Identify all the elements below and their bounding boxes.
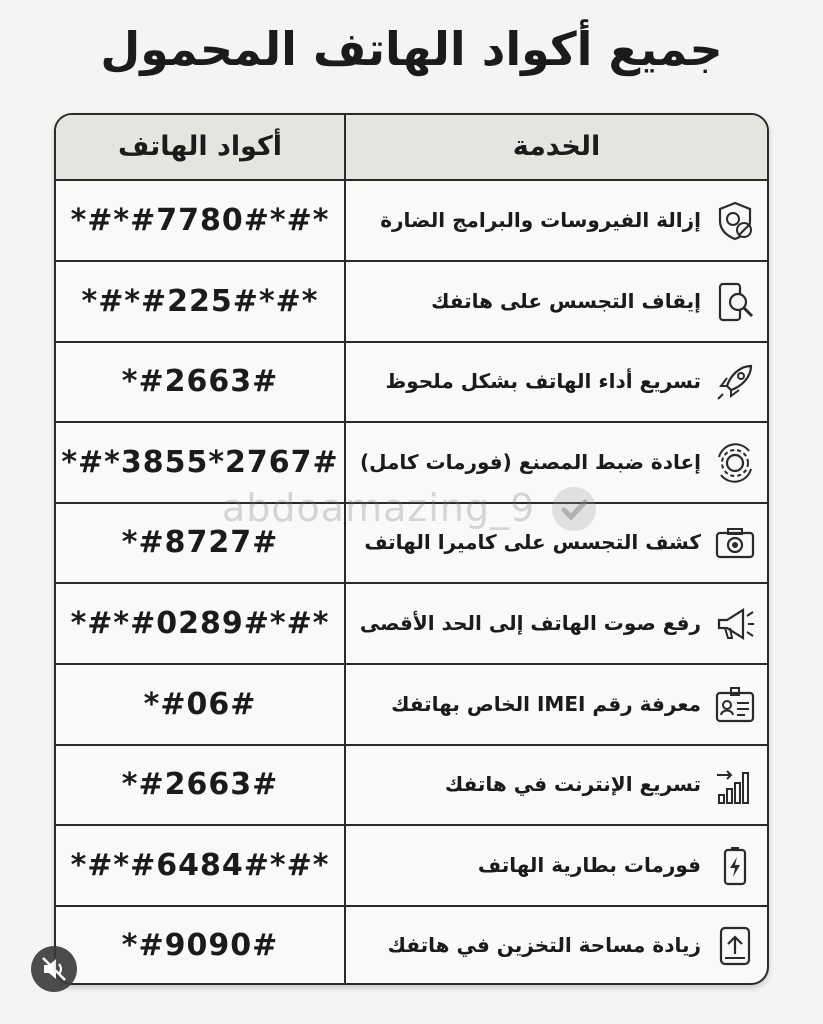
code-cell: *#2663# <box>121 767 279 803</box>
header-code: أكواد الهاتف <box>117 131 283 162</box>
table-row <box>56 745 767 826</box>
virus-shield-icon <box>713 199 757 243</box>
service-cell: تسريع أداء الهاتف بشكل ملحوظ <box>385 369 701 394</box>
service-cell: إزالة الفيروسات والبرامج الضارة <box>380 208 701 232</box>
service-cell: تسريع الإنترنت في هاتفك <box>444 772 701 797</box>
code-cell: *#8727# <box>121 525 279 561</box>
signal-bars-icon <box>713 763 757 807</box>
code-cell: *#*#0289#*#* <box>70 606 330 641</box>
service-cell: معرفة رقم IMEI الخاص بهاتفك <box>391 691 701 716</box>
camera-eye-icon <box>713 521 757 565</box>
table-row <box>56 906 767 985</box>
service-cell: كشف التجسس على كاميرا الهاتف <box>364 530 701 555</box>
service-cell: رفع صوت الهاتف إلى الحد الأقصى <box>359 611 701 635</box>
code-cell: *#9090# <box>121 928 279 964</box>
service-cell: فورمات بطارية الهاتف <box>477 852 701 877</box>
table-row <box>56 342 767 423</box>
table-row <box>56 262 767 343</box>
table-row <box>56 181 767 262</box>
code-cell: *#*#225#*#* <box>81 283 319 319</box>
code-cell: *#*3855*2767# <box>61 444 339 480</box>
verified-badge-icon <box>552 487 596 531</box>
code-cell: *#06# <box>143 686 257 722</box>
service-cell: زيادة مساحة التخزين في هاتفك <box>387 933 701 958</box>
codes-table <box>54 113 769 985</box>
page-title: جميع أكواد الهاتف المحمول <box>100 22 723 76</box>
code-cell: *#*#6484#*#* <box>70 847 330 883</box>
header-service: الخدمة <box>512 131 601 162</box>
watermark: abdoamazing_9 <box>222 486 536 530</box>
id-card-icon <box>713 683 757 727</box>
rocket-icon <box>713 360 757 404</box>
code-cell: *#2663# <box>121 364 279 400</box>
table-row <box>56 665 767 746</box>
megaphone-icon <box>713 602 757 646</box>
phone-search-icon <box>713 280 757 324</box>
service-cell: إعادة ضبط المصنع (فورمات كامل) <box>360 449 701 474</box>
table-header <box>56 115 767 181</box>
service-cell: إيقاف التجسس على هاتفك <box>431 288 701 313</box>
code-cell: *#*#7780#*#* <box>70 203 330 238</box>
mute-button[interactable] <box>31 946 77 992</box>
table-row <box>56 826 767 907</box>
storage-icon <box>713 924 757 968</box>
table-row <box>56 584 767 665</box>
speaker-muted-icon <box>31 946 77 992</box>
battery-icon <box>713 844 757 888</box>
reset-gear-icon <box>713 441 757 485</box>
